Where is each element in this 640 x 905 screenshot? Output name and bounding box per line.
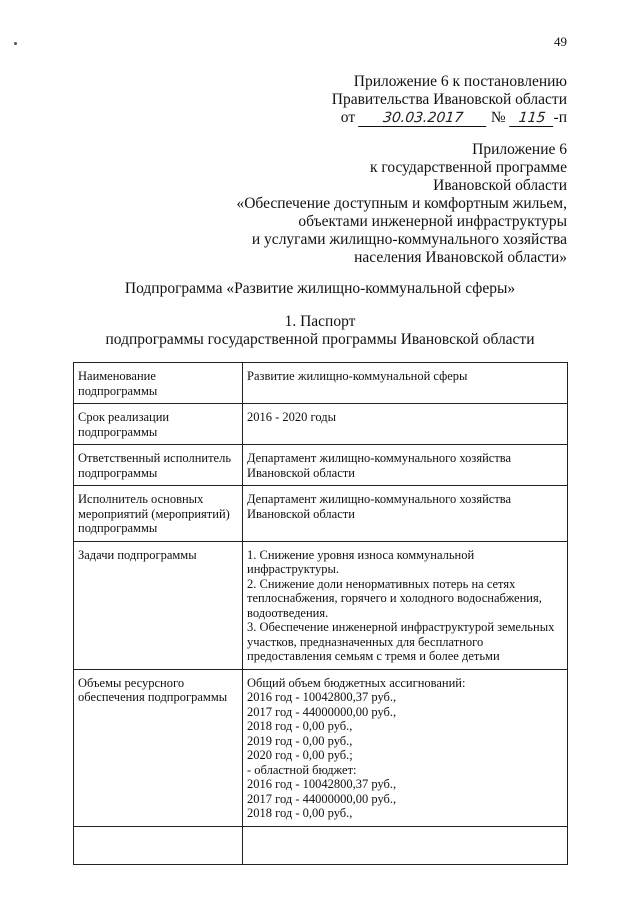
table-row: [74, 486, 568, 542]
continuation-value-cell: [243, 826, 568, 864]
ot-label: от: [340, 109, 356, 126]
funding-line: 2019 год - 0,00 руб.,: [247, 733, 353, 748]
program-ref-line-4: «Обеспечение доступным и комфортным жильем,: [236, 195, 567, 212]
funding-line: 2018 год - 0,00 руб.,: [247, 806, 353, 820]
table-row: [74, 541, 568, 669]
funding-label: Объемы ресурсного обеспечения подпрограммы: [74, 669, 243, 826]
number-suffix: -п: [553, 109, 567, 126]
attachment-line-2: Правительства Ивановской области: [331, 91, 567, 108]
row-value: 2016 - 2020 годы: [243, 404, 568, 445]
page-number: 49: [554, 34, 567, 49]
handwritten-number: 115: [509, 111, 555, 127]
funding-line: 2017 год - 44000000,00 руб.,: [247, 704, 397, 719]
funding-list: [243, 669, 568, 826]
table-row: [74, 363, 568, 404]
task-item: 2. Снижение доли ненормативных потерь на сетях теплоснабжения, горячего и холодного водоснабжения, водоотведения.: [247, 576, 542, 620]
program-ref-line-5: объектами инженерной инфраструктуры: [298, 213, 567, 230]
funding-line: 2016 год - 10042800,37 руб.,: [247, 690, 397, 704]
row-label: Ответственный исполнитель подпрограммы: [74, 445, 243, 486]
passport-table: [73, 362, 568, 865]
continuation-label-cell: [74, 826, 243, 864]
attachment-line-1: Приложение 6 к постановлению: [353, 73, 567, 90]
attachment-reference: [332, 73, 567, 127]
number-sign: №: [490, 109, 506, 126]
handwritten-date: 30.03.2017: [358, 111, 488, 127]
row-label: Наименование подпрограммы: [74, 363, 243, 404]
passport-heading: 1. Паспорт: [284, 313, 356, 330]
funding-line: 2018 год - 0,00 руб.,: [247, 719, 353, 733]
row-label: Срок реализации подпрограммы: [74, 404, 243, 445]
tasks-list: [243, 541, 568, 669]
row-value: Департамент жилищно-коммунального хозяйства Ивановской области: [243, 486, 568, 542]
table-row: [74, 445, 568, 486]
program-ref-line-2: к государственной программе: [369, 159, 567, 176]
funding-line: 2020 год - 0,00 руб.;: [247, 748, 353, 762]
order-line: [332, 109, 567, 127]
funding-line: Общий объем бюджетных ассигнований:: [247, 675, 466, 690]
funding-line: 2017 год - 44000000,00 руб.,: [247, 791, 397, 806]
table-row-continuation: [74, 826, 568, 864]
row-value: Развитие жилищно-коммунальной сферы: [243, 363, 568, 404]
passport-subheading: подпрограммы государственной программы Ивановской области: [105, 331, 535, 348]
table-row: [74, 404, 568, 445]
scan-speck: [14, 42, 17, 45]
row-value: Департамент жилищно-коммунального хозяйства Ивановской области: [243, 445, 568, 486]
program-ref-line-6: и услугами жилищно-коммунального хозяйства: [251, 231, 567, 248]
program-reference: [236, 141, 567, 267]
program-ref-line-1: Приложение 6: [472, 141, 567, 158]
funding-line: 2016 год - 10042800,37 руб.,: [247, 777, 397, 791]
tasks-label: Задачи подпрограммы: [74, 541, 243, 669]
subprogram-title: Подпрограмма «Развитие жилищно-коммунальной сферы»: [124, 280, 516, 297]
task-item: 1. Снижение уровня износа коммунальной инфраструктуры.: [247, 547, 475, 576]
program-ref-line-7: населения Ивановской области»: [354, 249, 567, 266]
program-ref-line-3: Ивановской области: [433, 177, 567, 194]
task-item: 3. Обеспечение инженерной инфраструктурой земельных участков, предназначенных для бесплатного предоставления семьям с тремя и более детьми: [247, 620, 555, 663]
table-row: [74, 669, 568, 826]
row-label: Исполнитель основных мероприятий (мероприятий) подпрограммы: [74, 486, 243, 542]
funding-line: - областной бюджет:: [247, 762, 357, 777]
